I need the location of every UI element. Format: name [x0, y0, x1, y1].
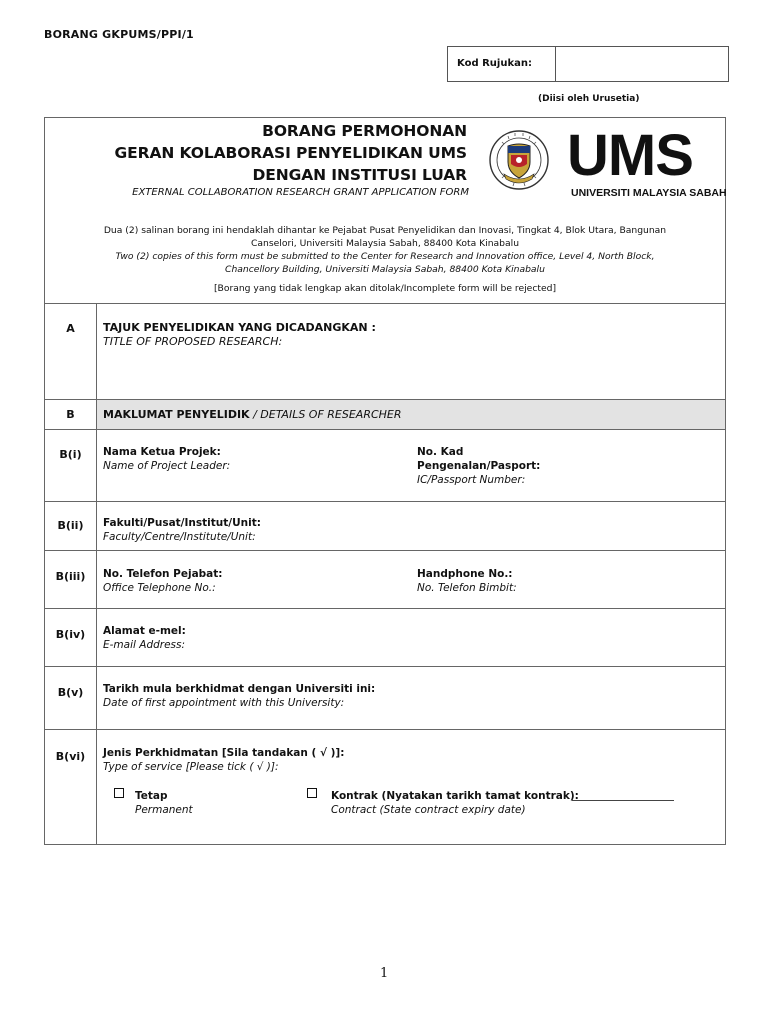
- submission-note-english: [45, 250, 725, 276]
- row-code-b-iv: B(iv): [55, 628, 86, 641]
- reference-code-box: [447, 46, 729, 82]
- appointment-date-label-malay: Tarikh mula berkhidmat dengan Universiti ini:: [103, 683, 376, 695]
- contract-checkbox[interactable]: [307, 788, 317, 798]
- faculty-label-english: Faculty/Centre/Institute/Unit:: [103, 531, 256, 543]
- faculty-label-malay: Fakulti/Pusat/Institut/Unit:: [103, 517, 261, 529]
- reference-code-field[interactable]: [556, 47, 728, 81]
- contract-option-label: [331, 789, 579, 817]
- office-phone-label-malay: No. Telefon Pejabat:: [103, 568, 223, 580]
- divider: [45, 303, 725, 304]
- filled-by-note: (Diisi oleh Urusetia): [538, 94, 640, 104]
- permanent-checkbox[interactable]: [114, 788, 124, 798]
- section-b-title: [103, 408, 402, 421]
- ic-passport-label: [417, 445, 540, 487]
- row-code-b-ii: B(ii): [57, 519, 84, 532]
- submission-note-malay-line-1: Dua (2) salinan borang ini hendaklah dihantar ke Pejabat Pusat Penyelidikan dan Inovasi, Tingkat 4, Blok Utara, Bangunan: [103, 225, 667, 236]
- permanent-option-label: [135, 789, 193, 817]
- submission-note-english-line-1: Two (2) copies of this form must be submitted to the Center for Research and Innovation office, Level 4, North Block,: [115, 251, 655, 262]
- handphone-label: [417, 567, 517, 595]
- reference-code-label: Kod Rujukan:: [448, 47, 556, 81]
- ic-passport-label-malay-1: No. Kad: [417, 446, 464, 458]
- page-number: 1: [380, 966, 389, 981]
- service-type-label-english: Type of service [Please tick ( √ )]:: [103, 761, 279, 773]
- email-label-english: E-mail Address:: [103, 639, 186, 651]
- research-title-field[interactable]: [103, 354, 713, 394]
- section-a-code: A: [66, 322, 75, 335]
- section-b-code: B: [66, 408, 75, 421]
- project-leader-label-malay: Nama Ketua Projek:: [103, 446, 221, 458]
- section-a-title: [103, 321, 376, 349]
- section-b-title-malay: MAKLUMAT PENYELIDIK: [103, 408, 250, 421]
- divider: [45, 399, 725, 400]
- section-a-title-english: TITLE OF PROPOSED RESEARCH:: [103, 335, 283, 348]
- office-phone-label-english: Office Telephone No.:: [103, 582, 216, 594]
- divider: [45, 501, 725, 502]
- contract-option-malay: Kontrak (Nyatakan tarikh tamat kontrak):: [331, 790, 579, 802]
- ums-logo-letters: UMS: [567, 123, 693, 188]
- contract-expiry-date-field[interactable]: [572, 800, 674, 801]
- divider: [45, 729, 725, 730]
- form-code: BORANG GKPUMS/PPI/1: [44, 28, 194, 41]
- service-type-label: [103, 746, 344, 774]
- permanent-option-english: Permanent: [135, 804, 193, 816]
- project-leader-label-english: Name of Project Leader:: [103, 460, 231, 472]
- submission-note-english-line-2: Chancellory Building, Universiti Malaysia Sabah, 88400 Kota Kinabalu: [225, 264, 545, 275]
- application-form: [44, 117, 726, 845]
- form-title-line-2: GERAN KOLABORASI PENYELIDIKAN UMS: [114, 144, 467, 162]
- divider: [45, 550, 725, 551]
- office-phone-label: [103, 567, 223, 595]
- form-title-line-3: DENGAN INSTITUSI LUAR: [252, 166, 467, 184]
- ic-passport-label-english: IC/Passport Number:: [417, 474, 526, 486]
- section-a-title-malay: TAJUK PENYELIDIKAN YANG DICADANGKAN :: [103, 321, 376, 334]
- service-type-label-malay: Jenis Perkhidmatan [Sila tandakan ( √ )]:: [103, 747, 345, 759]
- faculty-label: [103, 516, 261, 544]
- form-title-english: EXTERNAL COLLABORATION RESEARCH GRANT APPLICATION FORM: [132, 187, 469, 198]
- row-code-b-i: B(i): [59, 448, 82, 461]
- row-code-b-vi: B(vi): [55, 750, 86, 763]
- university-crest-icon: [488, 124, 550, 200]
- row-code-b-iii: B(iii): [55, 570, 86, 583]
- form-title-line-1: BORANG PERMOHONAN: [262, 122, 467, 140]
- email-label-malay: Alamat e-mel:: [103, 625, 186, 637]
- university-name: UNIVERSITI MALAYSIA SABAH: [571, 187, 727, 199]
- permanent-option-malay: Tetap: [135, 790, 168, 802]
- contract-option-english: Contract (State contract expiry date): [331, 804, 526, 816]
- divider: [45, 429, 725, 430]
- row-code-b-v: B(v): [57, 686, 84, 699]
- handphone-label-english: No. Telefon Bimbit:: [417, 582, 517, 594]
- project-leader-label: [103, 445, 230, 473]
- section-b-title-english: / DETAILS OF RESEARCHER: [249, 408, 402, 421]
- appointment-date-label-english: Date of first appointment with this University:: [103, 697, 345, 709]
- incomplete-form-warning: [Borang yang tidak lengkap akan ditolak/Incomplete form will be rejected]: [213, 283, 557, 294]
- submission-note-malay: [45, 224, 725, 250]
- appointment-date-label: [103, 682, 375, 710]
- ic-passport-label-malay-2: Pengenalan/Pasport:: [417, 460, 541, 472]
- code-column-divider: [96, 303, 97, 844]
- handphone-label-malay: Handphone No.:: [417, 568, 513, 580]
- email-label: [103, 624, 186, 652]
- divider: [45, 608, 725, 609]
- divider: [45, 666, 725, 667]
- submission-note-malay-line-2: Canselori, Universiti Malaysia Sabah, 88400 Kota Kinabalu: [250, 238, 520, 249]
